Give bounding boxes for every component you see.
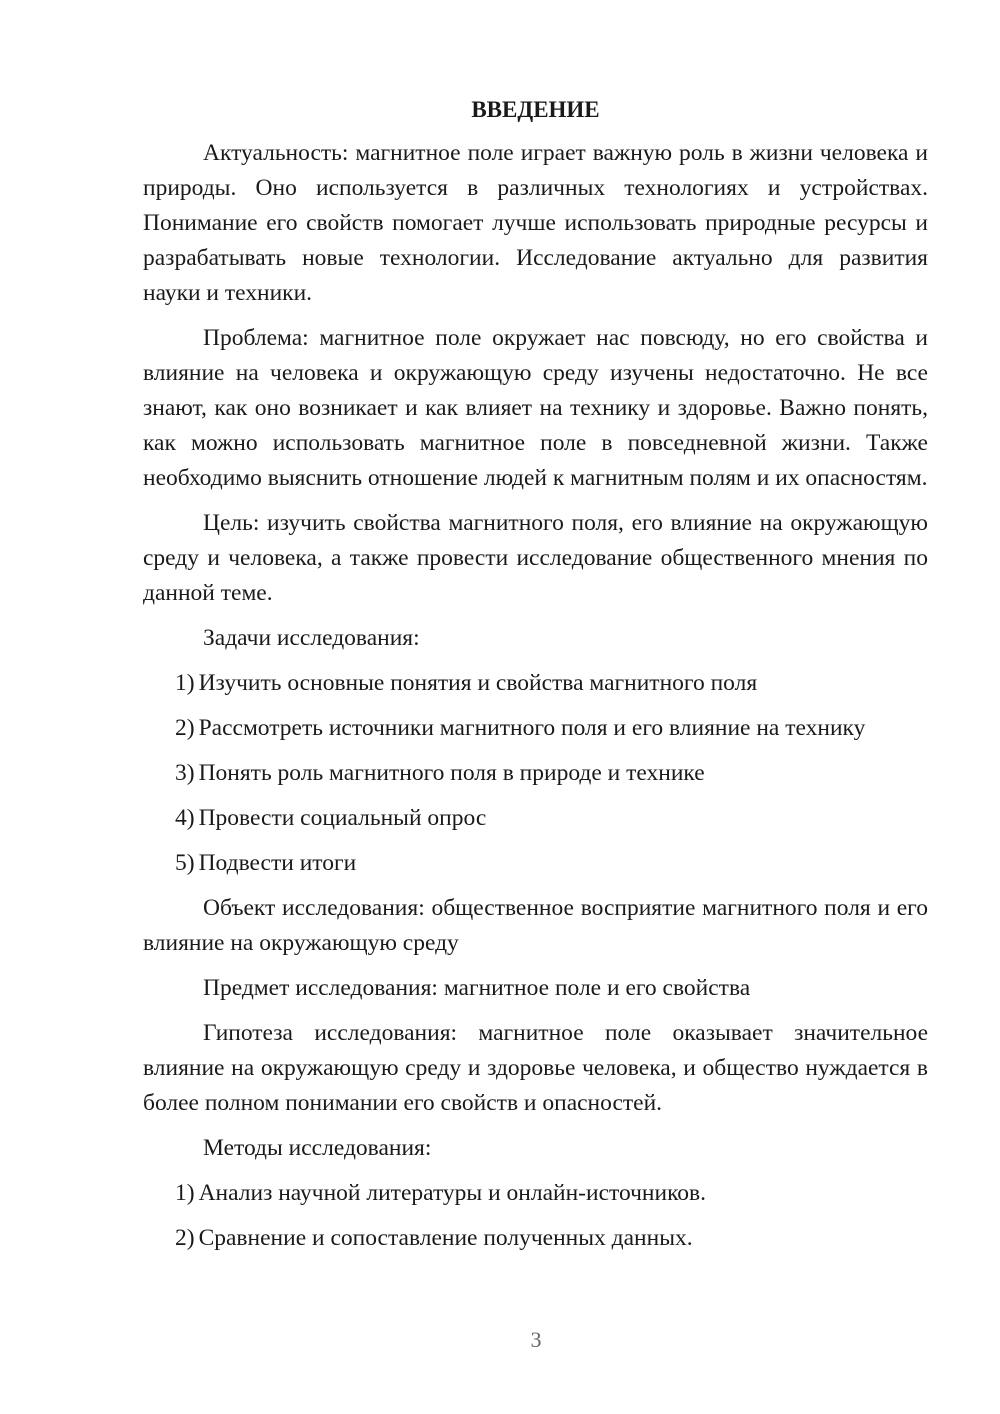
list-item <box>143 1176 928 1211</box>
list-item-number: 2) <box>175 1225 195 1251</box>
subject-paragraph: Предмет исследования: магнитное поле и его свойства <box>203 975 751 1001</box>
object-paragraph: Объект исследования: общественное восприятие магнитного поля и его влияние на окружающую среду <box>143 895 928 956</box>
list-item-text: Анализ научной литературы и онлайн-источников. <box>198 1180 707 1206</box>
list-item-number: 3) <box>175 760 195 786</box>
list-item-number: 4) <box>175 805 195 831</box>
list-item <box>143 846 928 881</box>
list-item-number: 1) <box>175 1180 195 1206</box>
page-title: ВВЕДЕНИЕ <box>471 97 600 122</box>
tasks-heading: Задачи исследования: <box>203 625 420 651</box>
tasks-list <box>143 666 928 881</box>
list-item-number: 1) <box>175 670 195 696</box>
list-item <box>143 711 928 746</box>
list-item-number: 5) <box>175 850 195 876</box>
list-item-text: Понять роль магнитного поля в природе и технике <box>198 760 705 786</box>
list-item <box>143 666 928 701</box>
list-item <box>143 1221 928 1256</box>
hypothesis-paragraph: Гипотеза исследования: магнитное поле оказывает значительное влияние на окружающую среду и здоровье человека, и общество нуждается в более полном понимании его свойств и опасностей. <box>143 1020 928 1116</box>
relevance-paragraph: Актуальность: магнитное поле играет важную роль в жизни человека и природы. Оно используется в различных технологиях и устройствах. Понимание его свойств помогает лучше использовать природные ресурсы и разрабатывать новые технологии. Исследование актуально для развития науки и техники. <box>143 140 928 306</box>
methods-list <box>143 1176 928 1256</box>
page-content <box>143 92 928 1266</box>
list-item-text: Рассмотреть источники магнитного поля и его влияние на технику <box>198 715 866 741</box>
methods-heading: Методы исследования: <box>203 1135 432 1161</box>
list-item-text: Изучить основные понятия и свойства магнитного поля <box>198 670 758 696</box>
list-item-text: Сравнение и сопоставление полученных данных. <box>198 1225 693 1251</box>
problem-paragraph: Проблема: магнитное поле окружает нас повсюду, но его свойства и влияние на человека и окружающую среду изучены недостаточно. Не все знают, как оно возникает и как влияет на технику и здоровье. Важно понять, как можно использовать магнитное поле в повседневной жизни. Также необходимо выяснить отношение людей к магнитным полям и их опасностям. <box>143 325 928 491</box>
list-item <box>143 756 928 791</box>
list-item-text: Провести социальный опрос <box>198 805 487 831</box>
list-item-text: Подвести итоги <box>198 850 357 876</box>
goal-paragraph: Цель: изучить свойства магнитного поля, его влияние на окружающую среду и человека, а также провести исследование общественного мнения по данной теме. <box>143 510 928 606</box>
list-item <box>143 801 928 836</box>
page-number: 3 <box>530 1327 542 1352</box>
list-item-number: 2) <box>175 715 195 741</box>
